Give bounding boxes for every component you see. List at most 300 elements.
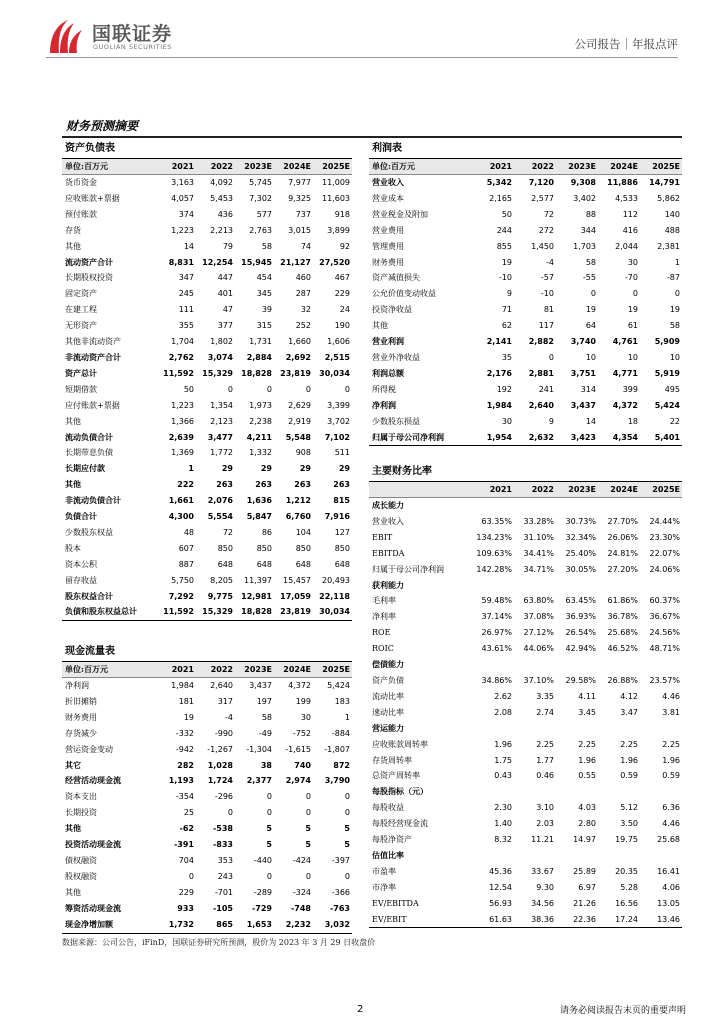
table-row	[62, 573, 352, 589]
row-value: 1,332	[249, 448, 272, 458]
row-value: 29.58%	[565, 675, 596, 685]
row-label: 负债和股东权益总计	[62, 604, 157, 620]
row-value: -990	[214, 728, 233, 738]
row-value: 2,640	[528, 400, 554, 410]
table-row	[62, 726, 352, 742]
disclaimer-note: 请务必阅读报告末页的重要声明	[559, 1006, 686, 1016]
row-label: EBIT	[372, 532, 393, 542]
table-row	[62, 837, 352, 853]
row-value: 0.59	[662, 771, 680, 781]
row-label: 流动资产合计	[65, 256, 113, 267]
row-label: 成长能力	[372, 500, 404, 510]
row-value: 27.70%	[607, 516, 638, 526]
row-value	[472, 498, 514, 514]
row-label: 营业收入	[372, 516, 404, 526]
year-header: 2023E	[556, 159, 598, 175]
row-value: 1,661	[168, 496, 194, 506]
row-value: 5,548	[285, 432, 311, 442]
row-value: 19	[183, 712, 194, 722]
row-value: 5,401	[640, 430, 682, 446]
row-value: 25	[183, 808, 194, 818]
row-value: 2.03	[536, 819, 554, 829]
row-value: 183	[334, 696, 350, 706]
table-row	[62, 398, 352, 414]
row-value	[556, 657, 598, 673]
row-value: 47	[222, 305, 233, 315]
row-value: 7,292	[168, 591, 194, 601]
row-value	[598, 784, 640, 800]
row-value: 2.25	[662, 739, 680, 749]
row-value: 30,034	[313, 604, 352, 620]
row-value: 5,453	[210, 193, 233, 203]
row-value: 37.14%	[481, 612, 512, 622]
row-value: 18,828	[235, 604, 274, 620]
row-value: 2,123	[210, 416, 233, 426]
row-value: 355	[178, 321, 194, 331]
table-title: 主要财务比率	[369, 463, 682, 482]
row-value: 14	[183, 241, 194, 251]
row-label: 每股经营现金流	[372, 819, 428, 829]
row-value: -391	[173, 840, 194, 850]
row-label: ROE	[372, 628, 391, 638]
row-value: 36.93%	[565, 612, 596, 622]
row-value: 3,437	[249, 681, 272, 690]
row-value: 315	[256, 321, 272, 331]
row-value: 1,772	[210, 448, 233, 458]
row-value: 112	[622, 209, 638, 219]
table-row	[369, 302, 682, 318]
row-value: 2.30	[494, 803, 512, 813]
row-label: 短期借款	[65, 384, 97, 394]
row-value: 30	[627, 257, 638, 267]
table-row	[62, 525, 352, 541]
section-title: 财务预测摘要	[66, 119, 139, 133]
row-value: 3,437	[570, 400, 596, 410]
row-label: 应付账款+票据	[65, 400, 120, 410]
table-row	[62, 223, 352, 239]
row-value: 190	[334, 321, 350, 331]
row-value: 111	[178, 305, 194, 315]
row-value: -942	[175, 744, 194, 754]
unit-label	[369, 482, 472, 498]
row-value: 0	[227, 384, 233, 394]
table-row	[62, 430, 352, 446]
row-value: 314	[580, 384, 596, 394]
row-value: 4.12	[620, 691, 638, 701]
row-value: 5.28	[620, 882, 638, 892]
row-label: 营业成本	[372, 193, 404, 203]
row-label: 利润总额	[372, 367, 404, 378]
row-label: 货币资金	[65, 178, 97, 187]
row-value: 5,342	[486, 178, 512, 187]
table-title-row	[62, 140, 352, 159]
row-value: 26.54%	[565, 628, 596, 638]
year-header: 2021	[472, 159, 514, 175]
row-value: 23,819	[274, 604, 313, 620]
row-label: 负债合计	[65, 511, 97, 522]
row-value: 263	[294, 480, 311, 490]
row-value: 704	[178, 855, 194, 865]
row-value: 399	[622, 384, 638, 394]
table-row	[62, 742, 352, 758]
row-label: 每股收益	[372, 803, 404, 813]
row-value: 27,520	[319, 257, 350, 267]
row-label: EV/EBITDA	[372, 898, 419, 908]
row-value	[472, 578, 514, 594]
row-value: 5	[344, 840, 350, 850]
row-label: 市净率	[372, 882, 396, 892]
row-value: 43.61%	[481, 644, 512, 654]
table-row	[62, 604, 352, 620]
row-value: 37.10%	[523, 675, 554, 685]
table-row	[62, 694, 352, 710]
row-value: 15,945	[241, 257, 272, 267]
row-value: -10	[540, 289, 554, 299]
row-value	[556, 784, 598, 800]
row-value: 18	[627, 416, 638, 426]
row-label: 速动比率	[372, 707, 404, 717]
row-label: 其他	[372, 321, 388, 331]
row-value: 10	[627, 352, 638, 362]
row-value: 3,163	[171, 178, 194, 187]
row-label: 营业外净收益	[372, 352, 420, 362]
row-value: 11,886	[607, 178, 638, 187]
table-row	[62, 445, 352, 461]
row-value: 1,653	[235, 917, 274, 933]
table-row	[369, 864, 682, 880]
row-value: 222	[177, 480, 194, 490]
row-value: 815	[333, 496, 350, 506]
row-value: 33.67	[531, 866, 554, 876]
row-value: 3.81	[662, 707, 680, 717]
row-value: 0	[305, 792, 311, 802]
table-row	[369, 414, 682, 430]
row-value	[598, 657, 640, 673]
row-value: 8,205	[210, 575, 233, 585]
row-value: 263	[255, 480, 272, 490]
row-value	[556, 848, 598, 864]
row-label: EBITDA	[372, 548, 405, 558]
table-row	[369, 382, 682, 398]
row-label: 净利润	[65, 681, 89, 690]
row-label: 留存收益	[65, 575, 97, 585]
row-value: -4	[546, 257, 554, 267]
row-label: 非流动资产合计	[65, 351, 121, 362]
row-label: 净利润	[372, 399, 396, 410]
row-value: -1,615	[285, 744, 311, 754]
row-value: 1,223	[171, 225, 194, 235]
row-label: 债权融资	[65, 855, 97, 865]
row-value: 1,984	[486, 400, 512, 410]
table-row	[62, 853, 352, 869]
row-value: 24.56%	[649, 628, 680, 638]
table-row	[369, 593, 682, 609]
table-row	[62, 901, 352, 917]
row-value: 4,372	[612, 400, 638, 410]
row-label: 每股指标（元）	[372, 786, 428, 797]
row-value: 50	[183, 384, 194, 394]
table-row	[62, 191, 352, 207]
row-value: -62	[179, 824, 194, 834]
row-value: 9,308	[570, 178, 596, 187]
row-value: 401	[217, 289, 233, 299]
row-label: 资本支出	[65, 792, 97, 802]
row-value	[598, 721, 640, 737]
row-value: 62	[501, 321, 512, 331]
table-row	[62, 509, 352, 525]
row-value: 11,592	[163, 368, 194, 378]
row-value: 15,457	[283, 575, 311, 585]
report-type: 公司报告｜年报点评	[574, 37, 678, 51]
table-row	[62, 821, 352, 837]
row-value: 20.35	[615, 866, 638, 876]
row-value: 4,300	[168, 512, 194, 522]
table-row	[369, 207, 682, 223]
row-value: 9,775	[207, 591, 233, 601]
table-row	[62, 805, 352, 821]
row-value: 6,760	[285, 512, 311, 522]
table-row	[62, 302, 352, 318]
table-title-row	[369, 140, 682, 159]
row-value: 74	[300, 241, 311, 251]
row-value: 2,974	[285, 776, 311, 786]
row-value: 374	[178, 209, 194, 219]
row-value: 740	[294, 760, 311, 770]
logo-subtext: GUOLIAN SECURITIES	[93, 43, 172, 51]
row-value: 60.37%	[649, 596, 680, 606]
year-header: 2022	[196, 159, 235, 175]
row-value: -289	[253, 887, 272, 897]
row-label: 经营活动现金流	[65, 775, 121, 786]
row-value: -1,304	[246, 744, 272, 754]
row-value: 287	[295, 289, 311, 299]
row-value: 1.75	[494, 755, 512, 765]
row-value: 5.12	[620, 803, 638, 813]
table-row	[369, 625, 682, 641]
row-value: 252	[295, 321, 311, 331]
row-value: 30	[501, 416, 512, 426]
row-value: 1.96	[578, 755, 596, 765]
row-label: 营业费用	[372, 225, 404, 235]
row-value: 36.67%	[649, 612, 680, 622]
table-row	[62, 917, 352, 933]
row-label: 市盈率	[372, 866, 396, 876]
row-value: 20,493	[322, 575, 350, 585]
row-value: 61.86%	[607, 596, 638, 606]
row-value	[472, 784, 514, 800]
row-value: 22.07%	[649, 548, 680, 558]
row-value: 2,882	[528, 337, 554, 347]
row-value	[472, 657, 514, 673]
row-value: 5	[305, 840, 311, 850]
table-row	[62, 175, 352, 191]
row-value: 2,640	[210, 681, 233, 690]
row-value: 0	[674, 289, 680, 299]
row-value: 9	[548, 416, 554, 426]
row-value: -55	[582, 273, 596, 283]
row-value: 3,402	[573, 193, 596, 203]
row-value: 81	[543, 305, 554, 315]
row-value: 1,984	[171, 681, 194, 690]
row-value: 865	[196, 917, 235, 933]
row-value	[640, 657, 682, 673]
row-value: 2,381	[657, 241, 680, 251]
table-row	[62, 773, 352, 789]
year-header: 2023E	[235, 159, 274, 175]
table-row	[62, 589, 352, 605]
table-row	[369, 334, 682, 350]
row-label: 偿债能力	[372, 659, 404, 670]
financial-ratios-table	[369, 463, 682, 928]
table-row	[62, 557, 352, 573]
row-value: 3.50	[620, 819, 638, 829]
category-row	[369, 784, 682, 800]
row-value: 2,577	[531, 193, 554, 203]
row-value: 9.30	[536, 882, 554, 892]
row-label: 流动比率	[372, 691, 404, 701]
row-value: 495	[664, 384, 680, 394]
row-label: 长期投资	[65, 808, 97, 818]
table-row	[369, 609, 682, 625]
row-value: 25.89	[573, 866, 596, 876]
income-statement-table	[369, 140, 682, 446]
row-value: 16.56	[615, 898, 638, 908]
row-value: 30.73%	[565, 516, 596, 526]
row-value	[472, 721, 514, 737]
row-value: 1,636	[246, 496, 272, 506]
row-value: 648	[334, 559, 350, 569]
row-value	[556, 721, 598, 737]
row-value: 27.20%	[607, 564, 638, 574]
row-label: 其他	[65, 887, 81, 897]
year-header: 2024E	[274, 662, 313, 678]
row-value: 0	[344, 871, 350, 881]
table-row	[62, 710, 352, 726]
row-value: 4.46	[662, 691, 680, 701]
source-note: 数据来源：公司公告，iFinD，国联证券研究所预测，股价为 2023 年 3 月 29 日收盘价	[62, 938, 376, 947]
table-row	[62, 366, 352, 382]
row-value: 577	[256, 209, 272, 219]
row-value: 467	[334, 273, 350, 283]
row-label: 所得税	[372, 384, 396, 394]
table-row	[369, 255, 682, 271]
row-value: 263	[333, 480, 350, 490]
table-header-row	[62, 662, 352, 678]
row-value: 4.03	[578, 803, 596, 813]
row-value: 4.06	[662, 882, 680, 892]
row-value: 63.45%	[565, 596, 596, 606]
row-value: 5,909	[654, 337, 680, 347]
row-value: 30	[300, 712, 311, 722]
row-value: 0	[227, 808, 233, 818]
row-value: 4,533	[615, 193, 638, 203]
row-value: 1	[674, 257, 680, 267]
row-label: 资产减值损失	[372, 273, 420, 283]
row-value: 61	[627, 321, 638, 331]
table-row	[369, 350, 682, 366]
row-value: 42.94%	[565, 644, 596, 654]
row-value: 2,762	[168, 352, 194, 362]
cash-flow-table	[62, 643, 352, 934]
row-value: 59.48%	[481, 596, 512, 606]
row-value: -324	[292, 887, 311, 897]
row-label: 存货	[65, 225, 81, 235]
row-value: 244	[496, 225, 512, 235]
row-value: 86	[261, 527, 272, 537]
row-label: 长期股权投资	[65, 273, 113, 283]
row-value: 0	[266, 871, 272, 881]
row-value: 0.55	[578, 771, 596, 781]
row-label: 其它	[65, 759, 81, 770]
row-value	[514, 578, 556, 594]
unit-label: 单位:百万元	[62, 159, 157, 175]
row-value: -397	[331, 855, 350, 865]
row-value: 3,399	[327, 400, 350, 410]
row-value: 92	[339, 241, 350, 251]
row-value: 2,165	[489, 193, 512, 203]
row-label: 财务费用	[65, 712, 97, 722]
row-value	[472, 848, 514, 864]
row-value: 127	[334, 527, 350, 537]
balance-sheet-table	[62, 140, 352, 621]
row-value: 872	[333, 760, 350, 770]
row-value: 5	[344, 824, 350, 834]
table-row	[62, 382, 352, 398]
row-value: 58	[585, 257, 596, 267]
row-value: 64	[585, 321, 596, 331]
row-label: 预付账款	[65, 209, 97, 219]
table-row	[369, 175, 682, 191]
row-value: 14,791	[649, 178, 680, 187]
row-value: 850	[217, 543, 233, 553]
page-header	[0, 0, 724, 60]
year-header: 2023E	[235, 662, 274, 678]
row-label: EV/EBIT	[369, 912, 472, 928]
row-value: 25.40%	[565, 548, 596, 558]
table-header-row	[62, 159, 352, 175]
row-value: 11,603	[322, 193, 350, 203]
row-label: 资产负债	[372, 675, 404, 685]
row-value: 71	[501, 305, 512, 315]
row-value: 908	[295, 448, 311, 458]
row-value: 2,044	[615, 241, 638, 251]
row-value: 3,702	[327, 416, 350, 426]
row-value: 26.06%	[607, 532, 638, 542]
row-value: -424	[292, 855, 311, 865]
table-title-row	[62, 643, 352, 662]
row-label: 毛利率	[372, 596, 396, 606]
year-header: 2025E	[313, 662, 352, 678]
row-value: 9	[506, 289, 512, 299]
row-value: 607	[178, 543, 194, 553]
row-label: 应收账款周转率	[372, 739, 428, 749]
row-value: 61.63	[472, 912, 514, 928]
row-value: 22.36	[556, 912, 598, 928]
row-value: -763	[329, 903, 350, 913]
row-value: 4,372	[288, 681, 311, 690]
row-value: 347	[178, 273, 194, 283]
row-label: 投资活动现金流	[65, 839, 121, 850]
year-header: 2023E	[556, 482, 598, 498]
row-value: 2.08	[494, 707, 512, 717]
row-label: 归属于母公司净利润	[369, 430, 472, 446]
row-value: -884	[331, 728, 350, 738]
table-row	[369, 430, 682, 446]
row-value: 10	[669, 352, 680, 362]
row-value: 7,916	[324, 512, 350, 522]
row-value: 1,193	[168, 776, 194, 786]
row-value: 1,703	[573, 241, 596, 251]
